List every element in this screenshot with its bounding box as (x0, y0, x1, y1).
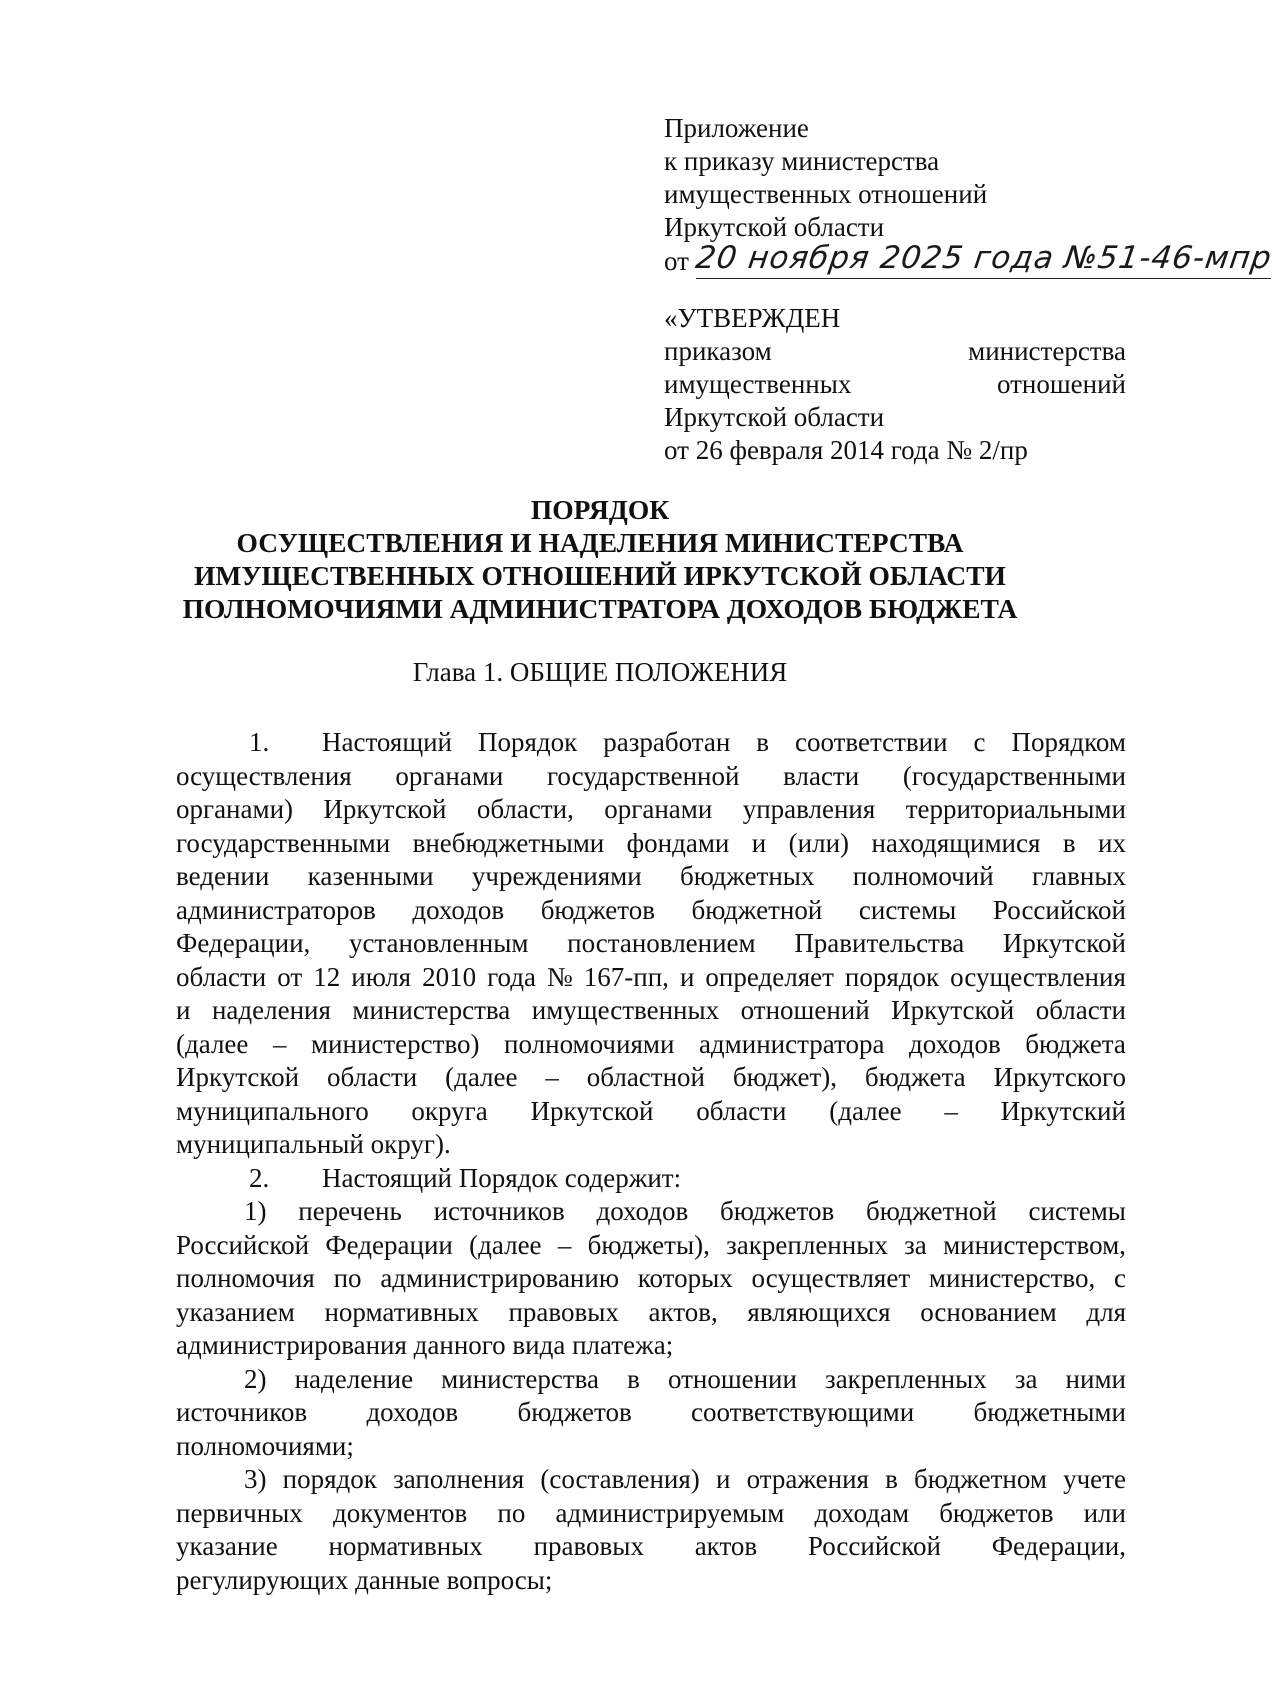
word: системы (858, 894, 957, 925)
word: июля (351, 961, 412, 992)
line-words (322, 726, 1126, 760)
word: (далее (469, 1229, 542, 1260)
word: доходов (366, 1397, 459, 1427)
word: в (885, 1464, 898, 1494)
approval-line-3 (664, 368, 1126, 401)
word: перечень (298, 1196, 402, 1226)
word: в (756, 727, 770, 757)
word: Настоящий (322, 727, 453, 757)
word: бюджетов (540, 894, 655, 925)
text-line (176, 726, 1126, 760)
word: Федерации, (176, 928, 311, 958)
title-line-4: ПОЛНОМОЧИЯМИ АДМИНИСТРАТОРА ДОХОДОВ БЮДЖЕТА (182, 593, 1018, 624)
word: для (1086, 1296, 1126, 1327)
text-line (176, 1296, 1126, 1330)
text-line (176, 860, 1126, 894)
word: области (1035, 995, 1126, 1025)
word: года (487, 961, 536, 992)
word: нормативных (324, 1296, 479, 1327)
word: ведении (176, 861, 270, 891)
approval-word: министерства (968, 336, 1126, 366)
word: учете (1063, 1464, 1126, 1494)
word: – (557, 1229, 572, 1260)
word: порядок (844, 961, 940, 992)
word: и (176, 995, 191, 1025)
word: полномочиями (504, 1028, 675, 1059)
word: наделение (294, 1363, 414, 1394)
word: отношений (740, 995, 870, 1025)
word: Правительства (794, 928, 965, 958)
paragraph-2-text: Настоящий Порядок содержит: (322, 1162, 682, 1193)
word: области (326, 1062, 418, 1092)
text-line (176, 1396, 1126, 1430)
word: указание (176, 1531, 278, 1561)
word: бюджетными (973, 1397, 1126, 1427)
word: министерство) (310, 1028, 480, 1059)
word: администратора (698, 1028, 885, 1059)
word: отражения (746, 1464, 869, 1494)
word: системы (1028, 1196, 1126, 1226)
word: от (277, 961, 303, 992)
word: 3) (244, 1464, 267, 1494)
text-line (176, 927, 1126, 961)
word: (государственными (902, 760, 1126, 791)
word: документов (332, 1497, 468, 1528)
word: (далее (829, 1095, 902, 1126)
word: органами (395, 760, 504, 791)
paragraph-2 (176, 1162, 1126, 1196)
word: (составления) (540, 1464, 700, 1494)
word: министерства (352, 995, 511, 1025)
text-line (176, 760, 1126, 794)
word: администрированию (380, 1263, 619, 1293)
word: бюджетной (865, 1196, 997, 1226)
word: бюджетной (691, 894, 823, 925)
word: 2010 (422, 961, 477, 992)
word: Федерации, (991, 1531, 1126, 1561)
appendix-date-prefix: от (664, 246, 689, 276)
word: области (176, 961, 267, 992)
appendix-line-3: имущественных отношений (664, 179, 988, 209)
text-line (176, 1262, 1126, 1296)
word: учреждениями (471, 861, 642, 891)
word: Иркутской (530, 1095, 654, 1126)
word: Порядком (1011, 727, 1126, 757)
word: областной (586, 1062, 705, 1092)
word: муниципального (176, 1095, 369, 1126)
approval-line-1: «УТВЕРЖДЕН (664, 303, 841, 333)
word: Иркутской (1002, 928, 1126, 958)
word: доходов (596, 1196, 689, 1226)
approval-line-5: от 26 февраля 2014 года № 2/пр (664, 435, 1028, 465)
handwritten-date-underline (693, 240, 1274, 279)
word: бюджетном (914, 1464, 1047, 1494)
text-line (176, 1061, 1126, 1095)
word: области, (476, 794, 574, 824)
word: округа (411, 1095, 488, 1126)
text-line (176, 1497, 1126, 1531)
word: управления (742, 794, 876, 824)
word: имущественных (531, 995, 720, 1025)
word: указанием (176, 1296, 295, 1327)
word: Российской (807, 1531, 941, 1561)
text-line (176, 994, 1126, 1028)
approval-word: отношений (996, 369, 1126, 399)
word: бюджета (1025, 1028, 1126, 1059)
word: министерства (441, 1363, 600, 1394)
word: фондами (626, 827, 730, 858)
word: первичных (176, 1497, 303, 1528)
word: Российской (992, 894, 1126, 925)
word: 1) (244, 1196, 267, 1226)
document-title (150, 493, 1050, 625)
word: министерством, (943, 1229, 1126, 1260)
word: (далее (445, 1062, 518, 1092)
word: – (272, 1028, 287, 1059)
word: Иркутской (323, 794, 447, 824)
word: разработан (603, 727, 731, 757)
word: бюджетов (719, 1196, 835, 1226)
text-line-last: полномочиями; (176, 1430, 354, 1461)
paragraph-1 (176, 726, 1126, 1162)
word: – (545, 1062, 559, 1092)
word: соответствии (795, 727, 948, 757)
approval-line-4: Иркутской области (664, 402, 885, 432)
word: казенными (307, 861, 434, 891)
word: и (715, 1464, 731, 1494)
text-line (176, 1095, 1126, 1129)
paragraph-2-number: 2. (249, 1162, 270, 1193)
appendix-line-1: Приложение (664, 113, 809, 143)
word: доходам (814, 1497, 910, 1528)
word: Российской (176, 1229, 310, 1260)
appendix-line-2: к приказу министерства (664, 146, 940, 176)
word: бюджета (864, 1062, 966, 1092)
text-line (176, 1195, 1126, 1229)
word: правовых (508, 1296, 619, 1327)
word: Иркутский (1000, 1095, 1126, 1126)
text-line (176, 961, 1126, 995)
word: органами (604, 794, 713, 824)
list-item-1 (176, 1195, 1126, 1363)
word: в (1062, 827, 1076, 858)
word: источников (176, 1397, 308, 1427)
word: Федерации (325, 1229, 453, 1260)
word: (или) (788, 827, 850, 858)
word: (далее (176, 1028, 249, 1059)
text-line-last: регулирующих данные вопросы; (176, 1564, 553, 1595)
word: и (679, 961, 695, 992)
word: осуществления (950, 961, 1126, 992)
word: государственными (176, 827, 391, 858)
word: их (1098, 827, 1126, 858)
text-line (176, 793, 1126, 827)
approval-word: имущественных (664, 369, 852, 399)
word: 167-пп, (583, 961, 669, 992)
word: 12 (313, 961, 341, 992)
text-line-last: администрирования данного вида платежа; (176, 1330, 674, 1360)
word: закрепленных (825, 1363, 987, 1394)
list-item-3 (176, 1463, 1126, 1597)
word: министерство, (928, 1263, 1096, 1293)
word: № (547, 961, 573, 992)
handwritten-order-date: 20 ноября 2025 года №51-46-мпр (693, 240, 1274, 276)
title-line-1: ПОРЯДОК (530, 494, 670, 525)
word: отношении (667, 1363, 797, 1394)
word: с (973, 727, 986, 757)
word: находящимися (871, 827, 1041, 858)
text-line-last: муниципальный округ). (176, 1129, 451, 1159)
chapter-heading: Глава 1. ОБЩИЕ ПОЛОЖЕНИЯ (412, 657, 788, 687)
word: с (1113, 1263, 1126, 1293)
word: бюджетов (939, 1497, 1054, 1528)
word: бюджет), (732, 1062, 837, 1092)
word: правовых (533, 1531, 644, 1561)
title-line-2: ОСУЩЕСТВЛЕНИЯ И НАДЕЛЕНИЯ МИНИСТЕРСТВА (236, 527, 964, 558)
word: постановлением (567, 928, 756, 958)
word: администраторов (176, 894, 376, 925)
word: в (627, 1363, 640, 1394)
word: полномочия (176, 1263, 315, 1293)
word: области (696, 1095, 787, 1126)
document-body (176, 726, 1126, 1597)
word: бюджетов (517, 1397, 632, 1427)
word: власти (783, 760, 860, 791)
text-line (176, 1463, 1126, 1497)
word: основанием (920, 1296, 1057, 1327)
word: территориальными (905, 794, 1126, 824)
word: органами) (176, 794, 294, 824)
word: являющихся (747, 1296, 891, 1327)
appendix-date-line (664, 240, 1274, 279)
word: закрепленных (726, 1229, 888, 1260)
word: актов, (648, 1296, 718, 1327)
paragraph-number: 1. (249, 727, 270, 757)
text-line (176, 827, 1126, 861)
text-line (176, 1363, 1126, 1397)
word: по (497, 1497, 526, 1528)
word: внебюджетными (412, 827, 605, 858)
word: заполнения (393, 1464, 525, 1494)
word: Иркутской (176, 1062, 300, 1092)
word: за (1014, 1363, 1038, 1394)
word: или (1083, 1497, 1126, 1528)
word: актов (694, 1531, 758, 1561)
text-line (176, 1530, 1126, 1564)
word: порядок (282, 1464, 377, 1494)
word: нормативных (328, 1531, 483, 1561)
word: за (904, 1229, 927, 1260)
text-line (176, 1028, 1126, 1062)
word: по (333, 1263, 362, 1293)
approval-word: приказом (664, 336, 772, 366)
word: доходов (908, 1028, 1001, 1059)
word: осуществляет (751, 1263, 911, 1293)
approval-line-2 (664, 335, 1126, 368)
word: осуществления (176, 760, 352, 791)
appendix-block (664, 112, 1274, 279)
word: администрируемым (555, 1497, 785, 1528)
approval-block (664, 302, 1126, 467)
text-line (176, 894, 1126, 928)
word: полномочий (852, 861, 994, 891)
word: источников (433, 1196, 565, 1226)
word: наделения (211, 995, 331, 1025)
word: бюджеты), (587, 1229, 710, 1260)
word: Иркутского (993, 1062, 1126, 1092)
word: ними (1065, 1363, 1126, 1394)
title-line-3: ИМУЩЕСТВЕННЫХ ОТНОШЕНИЙ ИРКУТСКОЙ ОБЛАСТИ (194, 560, 1006, 591)
word: бюджетных (680, 861, 815, 891)
word: Порядок (477, 727, 578, 757)
word: установленным (348, 928, 529, 958)
word: которых (637, 1263, 733, 1293)
word: государственной (547, 760, 740, 791)
appendix-line-4: Иркутской области (664, 212, 885, 242)
word: 2) (244, 1363, 267, 1394)
word: Иркутской (891, 995, 1015, 1025)
word: определяет (705, 961, 834, 992)
text-line (176, 1229, 1126, 1263)
list-item-2 (176, 1363, 1126, 1464)
word: соответствующими (691, 1397, 915, 1427)
word: доходов (412, 894, 505, 925)
word: – (944, 1095, 958, 1126)
word: главных (1031, 861, 1126, 891)
word: и (751, 827, 767, 858)
